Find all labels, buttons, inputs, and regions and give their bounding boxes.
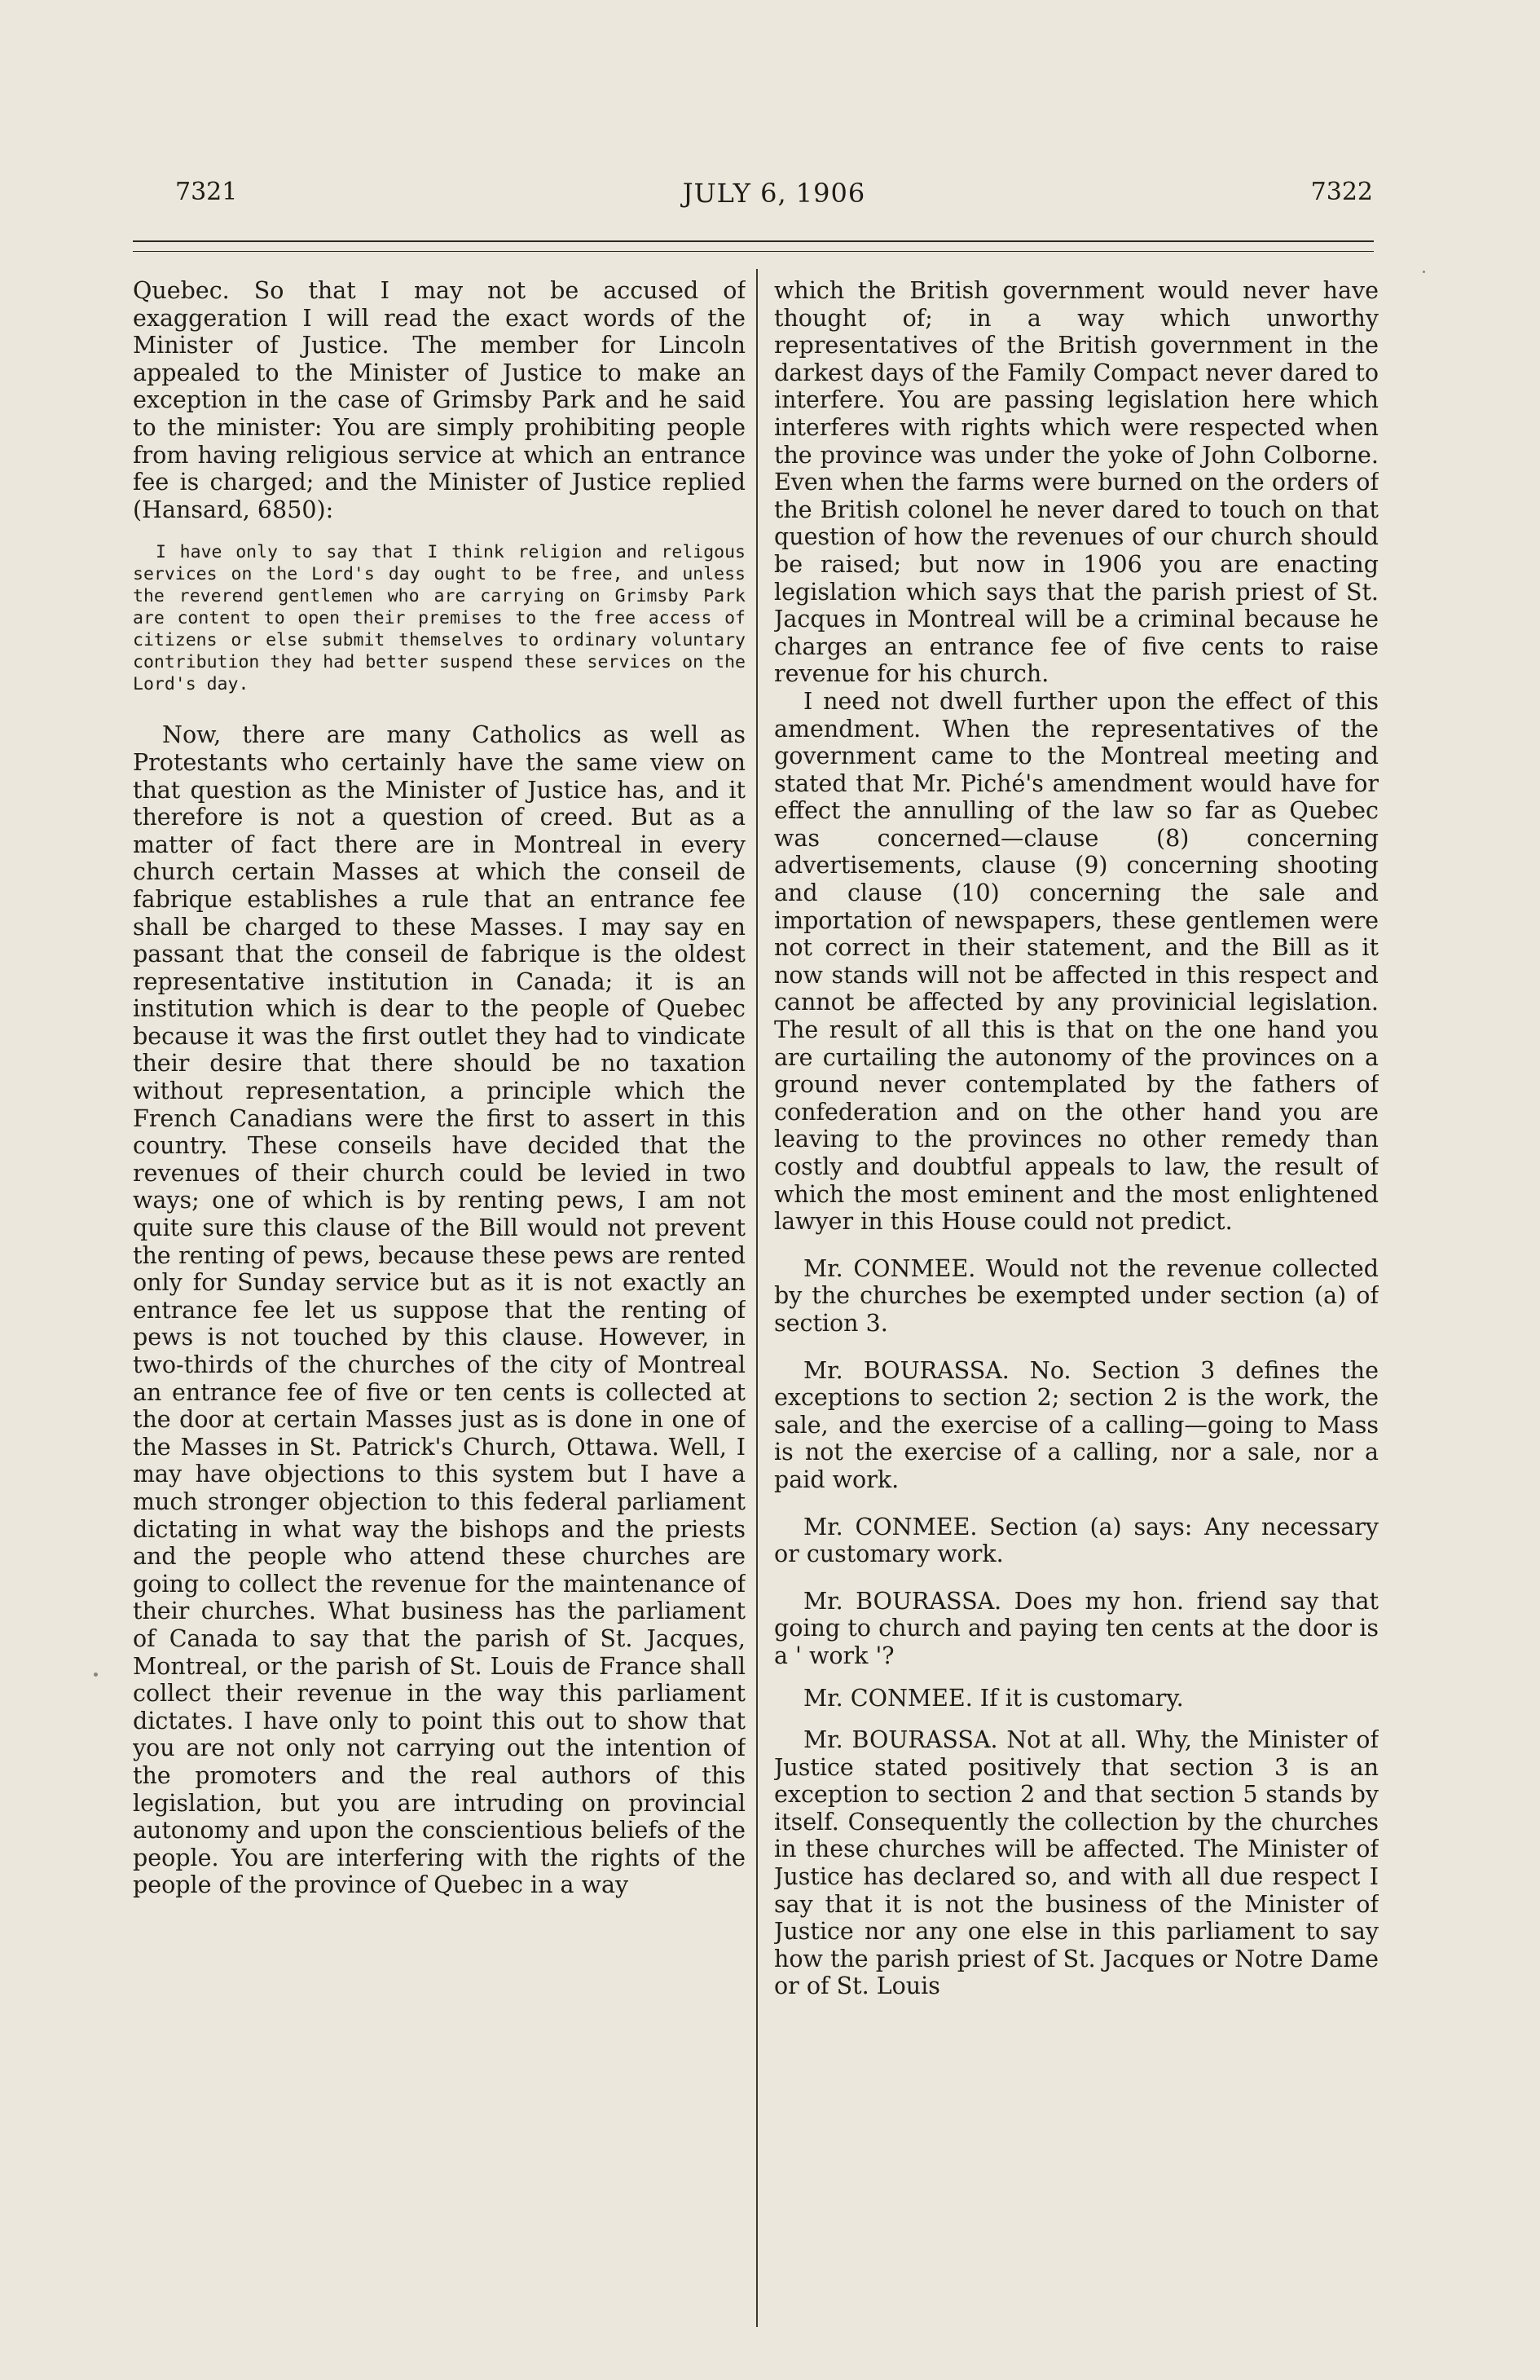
- speech-bourassa: Mr. BOURASSA. No. Section 3 defines the exceptions to section 2; section 2 is the work, the sale, and the exercise of a calling—going to Mass is not the exercise of a calling, nor a sale, nor a paid work.: [774, 1356, 1379, 1493]
- paragraph: Now, there are many Catholics as well as Protestants who certainly have the same view on that question as the Minister of Justice has, and it therefore is not a question of creed. But as a matter of fact there are in Montreal in every church certain Masses at which the conseil de fabrique establishes a rule that an entrance fee shall be charged to these Masses. I may say en passant that the conseil de fabrique is the oldest representative institution in Canada; it is an institution which is dear to the people of Quebec because it was the first outlet they had to vindicate their desire that there should be no taxation without representation, a principle which the French Canadians were the first to assert in this country. These conseils have decided that the revenues of their church could be levied in two ways; one of which is by renting pews, I am not quite sure this clause of the Bill would not prevent the renting of pews, because these pews are rented only for Sunday service but as it is not exactly an entrance fee let us suppose that the renting of pews is not touched by this clause. However, in two-thirds of the churches of the city of Montreal an entrance fee of five or ten cents is collected at the door at certain Masses just as is done in one of the Masses in St. Patrick's Church, Ottawa. Well, I may have objections to this system but I have a much stronger objection to this federal parliament dictating in what way the bishops and the priests and the people who attend these churches are going to collect the revenue for the maintenance of their churches. What business has the parliament of Canada to say that the parish of St. Jacques, Montreal, or the parish of St. Louis de France shall collect their revenue in the way this parliament dictates. I have only to point this out to show that you are not only not carrying out the intention of the promoters and the real authors of this legislation, but you are intruding on provincial autonomy and upon the conscientious beliefs of the people. You are interfering with the rights of the people of the province of Quebec in a way: [133, 721, 746, 1899]
- block-quote: I have only to say that I think religion and religous services on the Lord's day ought to be free, and unless the reverend gentlemen who are carrying on Grimsby Park are content to open their premises to the free access of citizens or else submit themselves to ordinary voluntary contribution they had better suspend these services on the Lord's day.: [133, 542, 746, 695]
- page-header: [175, 178, 1373, 218]
- speck-mark: [1423, 271, 1425, 273]
- right-column: [774, 277, 1379, 2339]
- left-column: [133, 277, 746, 2339]
- speech-bourassa: Mr. BOURASSA. Not at all. Why, the Minister of Justice stated positively that section 3 is an exception to section 2 and that section 5 stands by itself. Consequently the collection by the churches in these churches will be affected. The Minister of Justice has declared so, and with all due respect I say that it is not the business of the Minister of Justice nor any one else in this parliament to say how the parish priest of St. Jacques or Notre Dame or of St. Louis: [774, 1726, 1379, 2000]
- header-rule-thick: [133, 240, 1374, 242]
- speech-conmee: Mr. CONMEE. Would not the revenue collected by the churches be exempted under section (a) of section 3.: [774, 1254, 1379, 1337]
- column-divider: [756, 269, 758, 2327]
- page-date: JULY 6, 1906: [682, 178, 866, 209]
- speech-conmee: Mr. CONMEE. Section (a) says: Any necessary or customary work.: [774, 1513, 1379, 1568]
- speech-conmee: Mr. CONMEE. If it is customary.: [803, 1684, 1184, 1712]
- paragraph: which the British government would never have thought of; in a way which unworthy representatives of the British government in the darkest days of the Family Compact never dared to interfere. You are passing legislation here which interferes with rights which were respected when the province was under the yoke of John Colborne. Even when the farms were burned on the orders of the British colonel he never dared to touch on that question of how the revenues of our church should be raised; but now in 1906 you are enacting legislation which says that the parish priest of St. Jacques in Montreal will be a criminal because he charges an entrance fee of five cents to raise revenue for his church.: [774, 277, 1379, 688]
- paragraph: I need not dwell further upon the effect of this amendment. When the representatives of the government came to the Montreal meeting and stated that Mr. Piché's amendment would have for effect the annulling of the law so far as Quebec was concerned—clause (8) concerning advertisements, clause (9) concerning shooting and clause (10) concerning the sale and importation of newspapers, these gentlemen were not correct in their statement, and the Bill as it now stands will not be affected in this respect and cannot be affected by any provinicial legislation. The result of all this is that on the one hand you are curtailing the autonomy of the provinces on a ground never contemplated by the fathers of confederation and on the other hand you are leaving to the provinces no other remedy than costly and doubtful appeals to law, the result of which the most eminent and the most enlightened lawyer in this House could not predict.: [774, 687, 1379, 1236]
- right-page-number: 7322: [1310, 178, 1373, 206]
- margin-mark: [94, 1673, 98, 1677]
- speech-bourassa: Mr. BOURASSA. Does my hon. friend say that going to church and paying ten cents at the door is a ' work '?: [774, 1587, 1379, 1669]
- paragraph: Quebec. So that I may not be accused of exaggeration I will read the exact words of the Minister of Justice. The member for Lincoln appealed to the Minister of Justice to make an exception in the case of Grimsby Park and he said to the minister: You are simply prohibiting people from having religious service at which an entrance fee is charged; and the Minister of Justice replied (Hansard, 6850):: [133, 277, 746, 523]
- left-page-number: 7321: [175, 178, 238, 206]
- header-rule-thin: [133, 251, 1374, 252]
